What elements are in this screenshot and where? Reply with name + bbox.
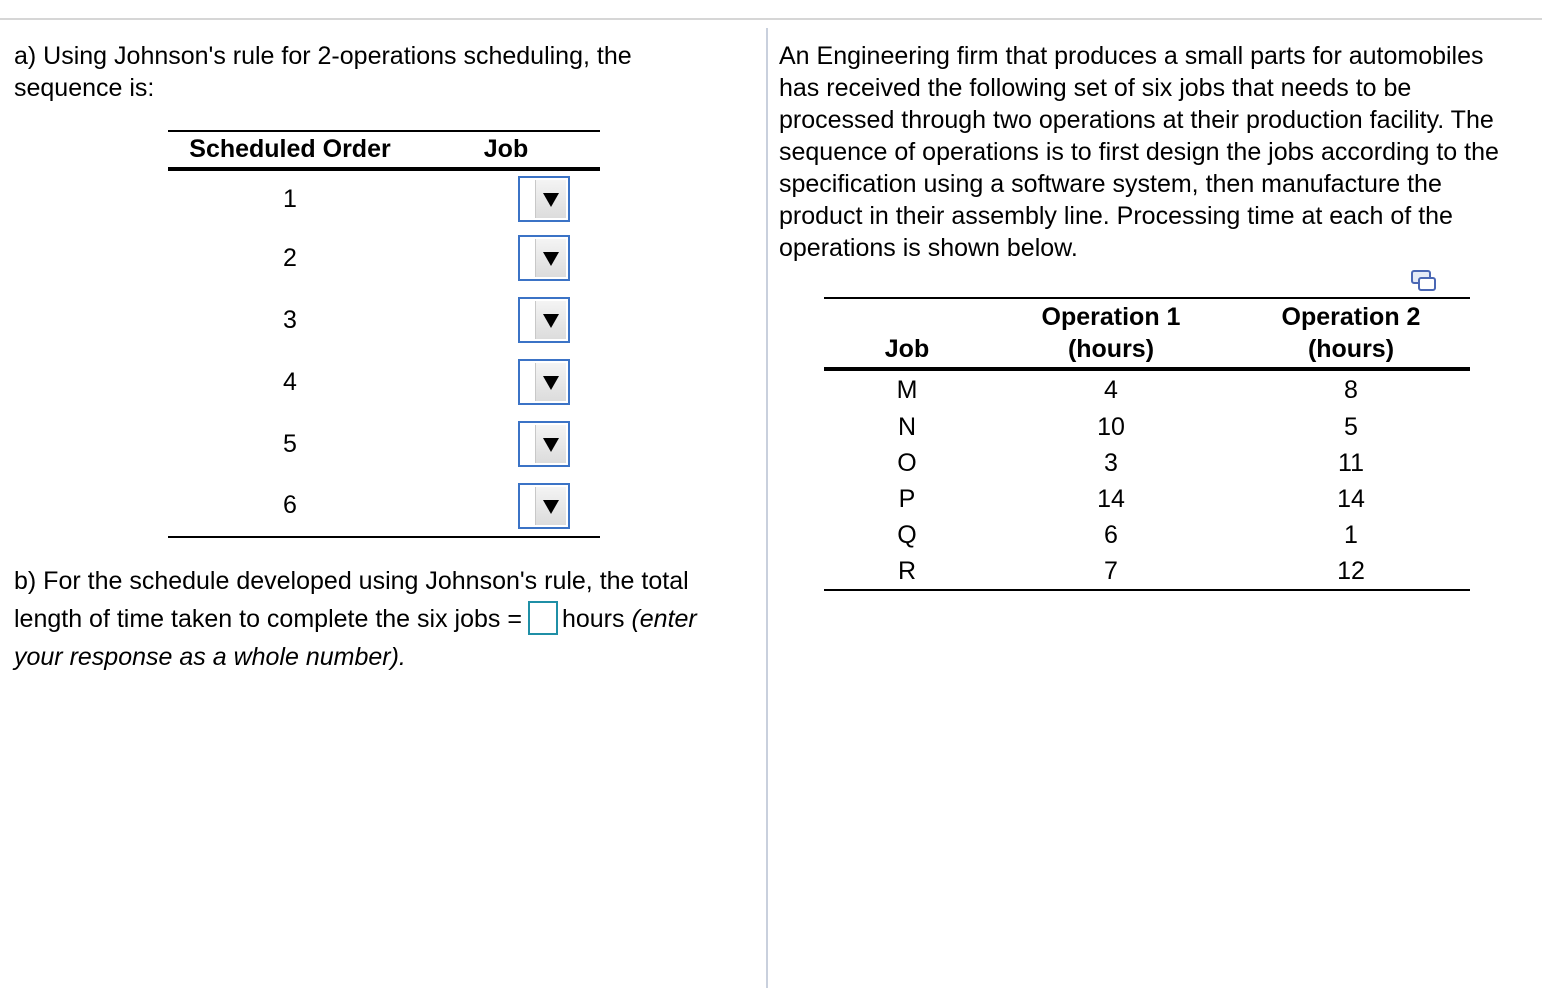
copy-data-icon[interactable] — [1411, 270, 1437, 292]
dropdown-arrow-icon[interactable] — [535, 301, 566, 339]
job-name: M — [896, 375, 918, 404]
table-row — [824, 517, 1470, 553]
operation-1-hours: 10 — [1097, 412, 1125, 441]
part-a-question: a) Using Johnson's rule for 2-operations scheduling, the sequence is: — [14, 42, 632, 102]
job-dropdown-3[interactable] — [518, 297, 570, 343]
order-number: 2 — [283, 243, 297, 272]
header-op1-label: Operation 1 — [1041, 303, 1181, 331]
schedule-row — [168, 169, 600, 227]
order-number: 6 — [168, 475, 412, 537]
job-dropdown-2[interactable] — [518, 235, 570, 281]
operation-1-hours: 4 — [1104, 375, 1118, 404]
job-name: R — [824, 553, 990, 590]
operation-2-hours: 12 — [1232, 553, 1470, 590]
job-name: Q — [897, 520, 917, 549]
table-row — [824, 553, 1470, 590]
part-b-hint: (enter your response as a whole number). — [14, 605, 697, 671]
part-b-question — [14, 562, 749, 676]
operation-1-hours: 6 — [1104, 520, 1118, 549]
job-name: P — [898, 484, 916, 513]
column-divider — [766, 28, 768, 988]
schedule-table — [168, 130, 600, 538]
operation-1-hours: 3 — [1104, 448, 1118, 477]
job-dropdown-1[interactable] — [518, 176, 570, 222]
job-dropdown-6[interactable] — [518, 483, 570, 529]
dropdown-arrow-icon[interactable] — [535, 425, 566, 463]
table-row — [824, 369, 1470, 409]
operation-2-hours: 5 — [1344, 412, 1358, 441]
table-row — [824, 445, 1470, 481]
operation-2-hours: 14 — [1337, 484, 1365, 513]
schedule-row — [168, 289, 600, 351]
order-number: 3 — [283, 305, 297, 334]
job-name: O — [897, 448, 917, 477]
order-number: 4 — [283, 367, 297, 396]
operation-1-hours: 7 — [990, 553, 1232, 590]
schedule-row — [168, 351, 600, 413]
schedule-row — [168, 413, 600, 475]
schedule-row — [168, 475, 600, 537]
operation-2-hours: 1 — [1344, 520, 1358, 549]
part-b-prefix: b) For the schedule developed using Johnson's rule, the total length of time taken to complete the six jobs = — [14, 567, 689, 633]
top-divider — [0, 18, 1542, 20]
header-job: Job — [412, 131, 600, 169]
job-name: N — [897, 412, 917, 441]
header-job: Job — [824, 298, 990, 369]
problem-intro: An Engineering firm that produces a small parts for automobiles has received the following set of six jobs that needs to be processed through two operations at their production facility. The sequence of operations is to first design the jobs according to the specification using a software system, then manufacture the product in their assembly line. Processing time at each of the operations is shown below. — [779, 42, 1499, 262]
operation-2-hours: 11 — [1338, 448, 1364, 477]
dropdown-arrow-icon[interactable] — [535, 180, 566, 218]
job-dropdown-5[interactable] — [518, 421, 570, 467]
processing-time-table — [824, 297, 1470, 591]
operation-2-hours: 8 — [1344, 375, 1358, 404]
header-op2-unit: (hours) — [1307, 335, 1395, 363]
part-b-suffix: hours — [561, 605, 625, 633]
table-row — [824, 409, 1470, 445]
order-number: 5 — [283, 429, 297, 458]
header-op2-label: Operation 2 — [1281, 303, 1421, 331]
job-dropdown-4[interactable] — [518, 359, 570, 405]
order-number: 1 — [283, 184, 297, 213]
dropdown-arrow-icon[interactable] — [535, 363, 566, 401]
table-row — [824, 481, 1470, 517]
operation-1-hours: 14 — [1097, 484, 1125, 513]
dropdown-arrow-icon[interactable] — [535, 487, 566, 525]
header-op1-unit: (hours) — [1067, 335, 1155, 363]
schedule-row — [168, 227, 600, 289]
header-operation-1 — [990, 298, 1232, 369]
header-scheduled-order: Scheduled Order — [168, 131, 412, 169]
dropdown-arrow-icon[interactable] — [535, 239, 566, 277]
total-time-answer-input[interactable] — [528, 601, 558, 635]
header-operation-2 — [1232, 298, 1470, 369]
